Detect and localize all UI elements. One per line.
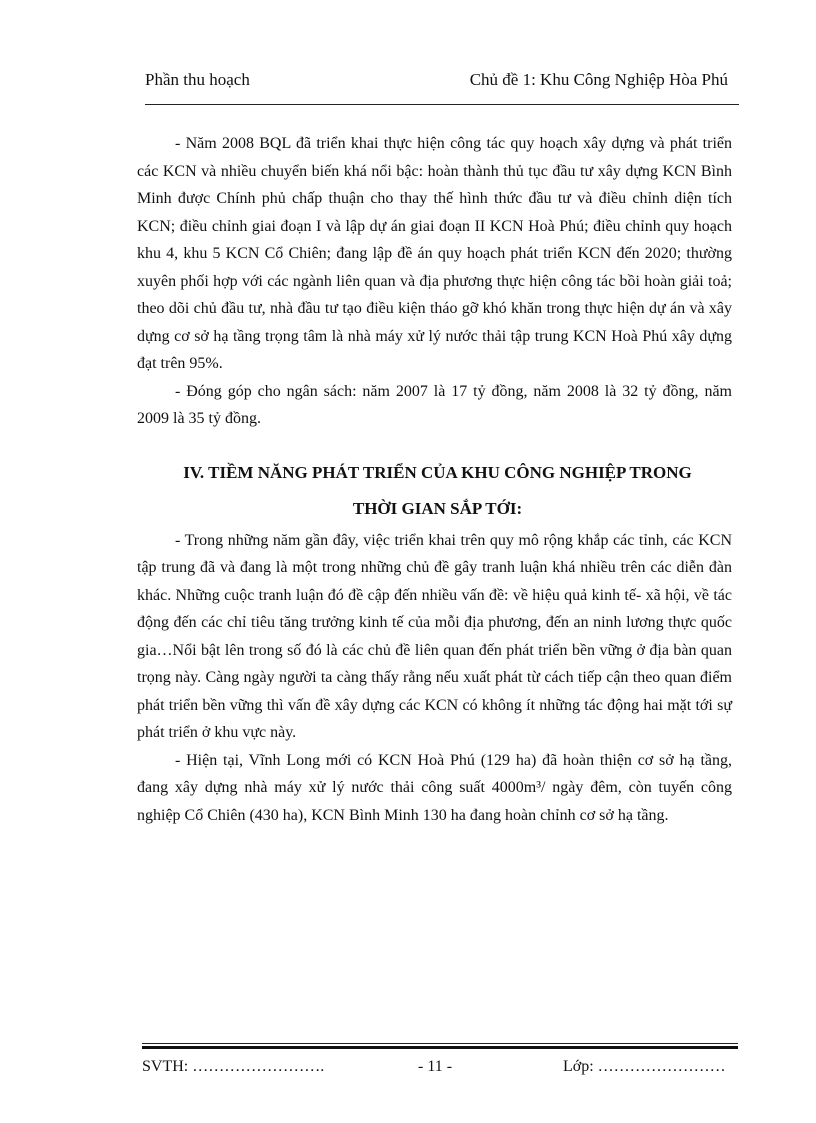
- section-heading-line-2: THỜI GIAN SẮP TỚI:: [352, 498, 523, 518]
- document-body: [137, 130, 732, 829]
- footer-divider-thin: [142, 1043, 738, 1044]
- page-footer: [142, 1055, 738, 1079]
- footer-class: Lớp: ……………………: [563, 1058, 726, 1075]
- paragraph-recent-years: - Trong những năm gần đây, việc triển khai trên quy mô rộng khắp các tỉnh, các KCN tập trung đã và đang là một trong những chủ đề gây tranh luận khá nhiều trên các diễn đàn khác. Những cuộc tranh luận đó đề cập đến nhiều vấn đề: về hiệu quả kinh tế- xã hội, về tác động đến các chỉ tiêu tăng trưởng kinh tế của mỗi địa phương, đến an ninh lương thực quốc gia…Nổi bật lên trong số đó là các chủ đề liên quan đến phát triển bền vững ở địa bàn quan trọng này. Càng ngày người ta càng thấy rằng nếu xuất phát từ cách tiếp cận theo quan điểm phát triển bền vững thì vấn đề xây dựng các KCN có không ít những tác động hai mặt tới sự phát triển ở khu vực này.: [137, 531, 732, 741]
- footer-student: SVTH: …………………….: [142, 1058, 325, 1075]
- header-divider: [145, 104, 739, 105]
- paragraph-bql-2008: - Năm 2008 BQL đã triển khai thực hiện công tác quy hoạch xây dựng và phát triển các KCN và nhiều chuyển biến khá nổi bậc: hoàn thành thủ tục đầu tư xây dựng KCN Bình Minh được Chính phủ chấp thuận cho thay thế hình thức đầu tư và điều chỉnh diện tích KCN; điều chỉnh giai đoạn I và lập dự án giai đoạn II KCN Hoà Phú; điều chỉnh quy hoạch khu 4, khu 5 KCN Cổ Chiên; đang lập đề án quy hoạch phát triển KCN đến 2020; thường xuyên phối hợp với các ngành liên quan và địa phương thực hiện công tác bồi hoàn giải toả; theo dõi chủ đầu tư, nhà đầu tư tạo điều kiện tháo gỡ khó khăn trong thực hiện dự án và xây dựng cơ sở hạ tầng trọng tâm là nhà máy xử lý nước thải tập trung KCN Hoà Phú xây dựng đạt trên 95%.: [137, 135, 732, 372]
- footer-divider-thick: [142, 1046, 738, 1049]
- section-heading-line-1: IV. TIỀM NĂNG PHÁT TRIỂN CỦA KHU CÔNG NGHIỆP TRONG: [183, 462, 692, 482]
- page-header: [145, 68, 728, 92]
- paragraph-current-status: - Hiện tại, Vĩnh Long mới có KCN Hoà Phú (129 ha) đã hoàn thiện cơ sở hạ tầng, đang xây dựng nhà máy xử lý nước thải công suất 4000m³/ ngày đêm, còn tuyến công nghiệp Cổ Chiên (430 ha), KCN Bình Minh 130 ha đang hoàn chỉnh cơ sở hạ tầng.: [137, 751, 732, 824]
- paragraph-budget-contribution: - Đóng góp cho ngân sách: năm 2007 là 17 tỷ đồng, năm 2008 là 32 tỷ đồng, năm 2009 là 35 tỷ đồng.: [137, 382, 732, 427]
- header-section-title: Phần thu hoạch: [145, 70, 250, 89]
- page-number: - 11 -: [418, 1058, 453, 1075]
- header-topic-title: Chủ đề 1: Khu Công Nghiệp Hòa Phú: [469, 70, 728, 89]
- section-heading-iv: [137, 455, 732, 527]
